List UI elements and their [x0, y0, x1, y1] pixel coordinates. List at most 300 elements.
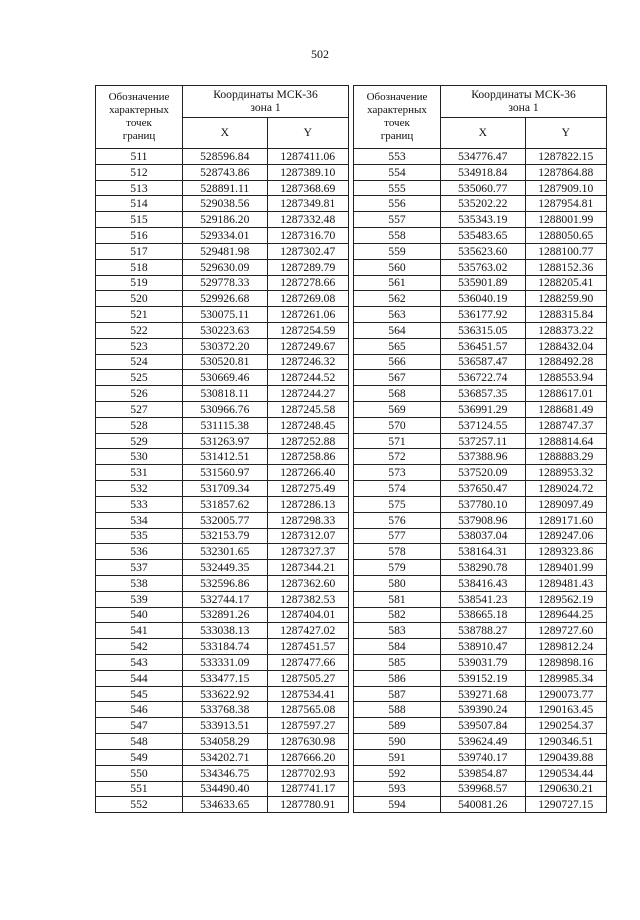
y-coordinate-cell: 1287246.32: [267, 354, 349, 370]
x-coordinate-cell: 536177.92: [441, 307, 526, 323]
point-id-cell: 572: [354, 449, 441, 465]
y-coordinate-cell: 1287289.79: [267, 259, 349, 275]
y-coordinate-cell: 1290727.15: [525, 797, 607, 813]
y-coordinate-cell: 1289024.72: [525, 481, 607, 497]
y-coordinate-cell: 1287389.10: [267, 164, 349, 180]
page-number: 502: [311, 47, 329, 61]
point-id-cell: 568: [354, 386, 441, 402]
point-id-cell: 525: [96, 370, 183, 386]
x-coordinate-cell: 534633.65: [183, 797, 268, 813]
x-coordinate-cell: 537388.96: [441, 449, 526, 465]
x-coordinate-cell: 536857.35: [441, 386, 526, 402]
point-id-cell: 513: [96, 180, 183, 196]
table-row: [96, 212, 349, 228]
y-coordinate-cell: 1288747.37: [525, 417, 607, 433]
point-id-cell: 554: [354, 164, 441, 180]
x-coordinate-cell: 536040.19: [441, 291, 526, 307]
point-id-cell: 582: [354, 607, 441, 623]
point-id-cell: 589: [354, 718, 441, 734]
coordinates-table-left: [95, 85, 349, 813]
header-x: X: [183, 117, 268, 149]
point-id-cell: 563: [354, 307, 441, 323]
y-coordinate-cell: 1287316.70: [267, 228, 349, 244]
point-id-cell: 576: [354, 512, 441, 528]
point-id-cell: 521: [96, 307, 183, 323]
x-coordinate-cell: 532891.26: [183, 607, 268, 623]
point-id-cell: 511: [96, 149, 183, 165]
x-coordinate-cell: 539740.17: [441, 749, 526, 765]
header-point-designation: Обозначение характерных точек границ: [354, 86, 441, 149]
table-row: [354, 180, 607, 196]
x-coordinate-cell: 528596.84: [183, 149, 268, 165]
x-coordinate-cell: 532153.79: [183, 528, 268, 544]
point-id-cell: 552: [96, 797, 183, 813]
y-coordinate-cell: 1288315.84: [525, 307, 607, 323]
point-id-cell: 571: [354, 433, 441, 449]
point-id-cell: 527: [96, 402, 183, 418]
y-coordinate-cell: 1287286.13: [267, 496, 349, 512]
point-id-cell: 520: [96, 291, 183, 307]
point-id-cell: 530: [96, 449, 183, 465]
table-row: [96, 639, 349, 655]
x-coordinate-cell: 538164.31: [441, 544, 526, 560]
table-row: [354, 718, 607, 734]
point-id-cell: 583: [354, 623, 441, 639]
point-id-cell: 546: [96, 702, 183, 718]
table-row: [354, 307, 607, 323]
y-coordinate-cell: 1287534.41: [267, 686, 349, 702]
x-coordinate-cell: 539390.24: [441, 702, 526, 718]
y-coordinate-cell: 1289247.06: [525, 528, 607, 544]
table-body-right: [354, 149, 607, 813]
point-id-cell: 548: [96, 734, 183, 750]
x-coordinate-cell: 528743.86: [183, 164, 268, 180]
y-coordinate-cell: 1289401.99: [525, 560, 607, 576]
x-coordinate-cell: 538665.18: [441, 607, 526, 623]
table-row: [96, 291, 349, 307]
point-id-cell: 514: [96, 196, 183, 212]
point-id-cell: 512: [96, 164, 183, 180]
point-id-cell: 569: [354, 402, 441, 418]
header-point-designation: Обозначение характерных точек границ: [96, 86, 183, 149]
point-id-cell: 545: [96, 686, 183, 702]
point-id-cell: 562: [354, 291, 441, 307]
table-row: [96, 322, 349, 338]
y-coordinate-cell: 1287332.48: [267, 212, 349, 228]
table-row: [354, 291, 607, 307]
x-coordinate-cell: 531412.51: [183, 449, 268, 465]
x-coordinate-cell: 539152.19: [441, 670, 526, 686]
y-coordinate-cell: 1287327.37: [267, 544, 349, 560]
x-coordinate-cell: 533477.15: [183, 670, 268, 686]
x-coordinate-cell: 530075.11: [183, 307, 268, 323]
table-row: [354, 734, 607, 750]
y-coordinate-cell: 1287245.58: [267, 402, 349, 418]
x-coordinate-cell: 530966.76: [183, 402, 268, 418]
table-row: [354, 354, 607, 370]
table-row: [354, 338, 607, 354]
y-coordinate-cell: 1287258.86: [267, 449, 349, 465]
x-coordinate-cell: 531857.62: [183, 496, 268, 512]
point-id-cell: 556: [354, 196, 441, 212]
table-row: [96, 718, 349, 734]
y-coordinate-cell: 1287505.27: [267, 670, 349, 686]
table-row: [96, 686, 349, 702]
x-coordinate-cell: 534490.40: [183, 781, 268, 797]
table-row: [96, 164, 349, 180]
point-id-cell: 553: [354, 149, 441, 165]
coordinates-tables: [95, 85, 607, 812]
y-coordinate-cell: 1287451.57: [267, 639, 349, 655]
x-coordinate-cell: 539968.57: [441, 781, 526, 797]
table-row: [96, 196, 349, 212]
y-coordinate-cell: 1289985.34: [525, 670, 607, 686]
x-coordinate-cell: 529778.33: [183, 275, 268, 291]
x-coordinate-cell: 539031.79: [441, 655, 526, 671]
point-id-cell: 522: [96, 322, 183, 338]
x-coordinate-cell: 530669.46: [183, 370, 268, 386]
point-id-cell: 573: [354, 465, 441, 481]
x-coordinate-cell: 537124.55: [441, 417, 526, 433]
x-coordinate-cell: 533768.38: [183, 702, 268, 718]
x-coordinate-cell: 537257.11: [441, 433, 526, 449]
table-row: [96, 417, 349, 433]
x-coordinate-cell: 538037.04: [441, 528, 526, 544]
y-coordinate-cell: 1287780.91: [267, 797, 349, 813]
x-coordinate-cell: 535623.60: [441, 243, 526, 259]
table-row: [354, 402, 607, 418]
table-row: [354, 560, 607, 576]
point-id-cell: 565: [354, 338, 441, 354]
table-row: [354, 607, 607, 623]
table-row: [96, 370, 349, 386]
point-id-cell: 564: [354, 322, 441, 338]
table-row: [354, 243, 607, 259]
coordinates-table-right: [353, 85, 607, 813]
y-coordinate-cell: 1287254.59: [267, 322, 349, 338]
table-row: [354, 417, 607, 433]
y-coordinate-cell: 1290163.45: [525, 702, 607, 718]
point-id-cell: 551: [96, 781, 183, 797]
table-row: [96, 607, 349, 623]
table-row: [354, 702, 607, 718]
x-coordinate-cell: 530223.63: [183, 322, 268, 338]
table-row: [354, 655, 607, 671]
point-id-cell: 557: [354, 212, 441, 228]
table-row: [96, 259, 349, 275]
x-coordinate-cell: 538416.43: [441, 575, 526, 591]
y-coordinate-cell: 1289644.25: [525, 607, 607, 623]
y-coordinate-cell: 1289898.16: [525, 655, 607, 671]
header-coordinates-group: Координаты МСК-36 зона 1: [441, 86, 607, 118]
point-id-cell: 574: [354, 481, 441, 497]
table-row: [354, 465, 607, 481]
table-row: [96, 749, 349, 765]
x-coordinate-cell: 529038.56: [183, 196, 268, 212]
y-coordinate-cell: 1287909.10: [525, 180, 607, 196]
x-coordinate-cell: 530818.11: [183, 386, 268, 402]
y-coordinate-cell: 1289812.24: [525, 639, 607, 655]
table-row: [96, 465, 349, 481]
point-id-cell: 560: [354, 259, 441, 275]
y-coordinate-cell: 1287269.08: [267, 291, 349, 307]
y-coordinate-cell: 1287404.01: [267, 607, 349, 623]
y-coordinate-cell: 1287427.02: [267, 623, 349, 639]
y-coordinate-cell: 1288373.22: [525, 322, 607, 338]
table-row: [96, 575, 349, 591]
table-body-left: [96, 149, 349, 813]
x-coordinate-cell: 533331.09: [183, 655, 268, 671]
table-row: [96, 354, 349, 370]
table-row: [354, 196, 607, 212]
point-id-cell: 586: [354, 670, 441, 686]
point-id-cell: 531: [96, 465, 183, 481]
table-row: [354, 370, 607, 386]
point-id-cell: 536: [96, 544, 183, 560]
y-coordinate-cell: 1288492.28: [525, 354, 607, 370]
point-id-cell: 578: [354, 544, 441, 560]
table-row: [354, 591, 607, 607]
point-id-cell: 570: [354, 417, 441, 433]
table-row: [96, 307, 349, 323]
x-coordinate-cell: 532449.35: [183, 560, 268, 576]
y-coordinate-cell: 1288050.65: [525, 228, 607, 244]
x-coordinate-cell: 535763.02: [441, 259, 526, 275]
y-coordinate-cell: 1287249.67: [267, 338, 349, 354]
table-row: [96, 797, 349, 813]
x-coordinate-cell: 529334.01: [183, 228, 268, 244]
x-coordinate-cell: 538541.23: [441, 591, 526, 607]
table-row: [354, 386, 607, 402]
x-coordinate-cell: 529481.98: [183, 243, 268, 259]
y-coordinate-cell: 1289727.60: [525, 623, 607, 639]
table-row: [96, 433, 349, 449]
x-coordinate-cell: 533913.51: [183, 718, 268, 734]
y-coordinate-cell: 1287864.88: [525, 164, 607, 180]
table-row: [96, 702, 349, 718]
table-row: [354, 765, 607, 781]
x-coordinate-cell: 534776.47: [441, 149, 526, 165]
x-coordinate-cell: 535901.89: [441, 275, 526, 291]
table-row: [96, 228, 349, 244]
point-id-cell: 594: [354, 797, 441, 813]
x-coordinate-cell: 531709.34: [183, 481, 268, 497]
x-coordinate-cell: 531263.97: [183, 433, 268, 449]
x-coordinate-cell: 538290.78: [441, 560, 526, 576]
y-coordinate-cell: 1288259.90: [525, 291, 607, 307]
table-row: [96, 338, 349, 354]
table-row: [96, 734, 349, 750]
x-coordinate-cell: 539624.49: [441, 734, 526, 750]
y-coordinate-cell: 1287312.07: [267, 528, 349, 544]
y-coordinate-cell: 1290346.51: [525, 734, 607, 750]
y-coordinate-cell: 1287261.06: [267, 307, 349, 323]
x-coordinate-cell: 537650.47: [441, 481, 526, 497]
x-coordinate-cell: 529186.20: [183, 212, 268, 228]
y-coordinate-cell: 1287666.20: [267, 749, 349, 765]
x-coordinate-cell: 536722.74: [441, 370, 526, 386]
point-id-cell: 561: [354, 275, 441, 291]
point-id-cell: 580: [354, 575, 441, 591]
table-row: [354, 623, 607, 639]
point-id-cell: 585: [354, 655, 441, 671]
y-coordinate-cell: 1287954.81: [525, 196, 607, 212]
x-coordinate-cell: 534058.29: [183, 734, 268, 750]
y-coordinate-cell: 1287477.66: [267, 655, 349, 671]
x-coordinate-cell: 530372.20: [183, 338, 268, 354]
y-coordinate-cell: 1288681.49: [525, 402, 607, 418]
y-coordinate-cell: 1287302.47: [267, 243, 349, 259]
x-coordinate-cell: 533184.74: [183, 639, 268, 655]
x-coordinate-cell: 529926.68: [183, 291, 268, 307]
y-coordinate-cell: 1290534.44: [525, 765, 607, 781]
x-coordinate-cell: 540081.26: [441, 797, 526, 813]
point-id-cell: 593: [354, 781, 441, 797]
y-coordinate-cell: 1288001.99: [525, 212, 607, 228]
y-coordinate-cell: 1288432.04: [525, 338, 607, 354]
x-coordinate-cell: 532301.65: [183, 544, 268, 560]
table-row: [354, 575, 607, 591]
y-coordinate-cell: 1287275.49: [267, 481, 349, 497]
y-coordinate-cell: 1287248.45: [267, 417, 349, 433]
y-coordinate-cell: 1287344.21: [267, 560, 349, 576]
y-coordinate-cell: 1290439.88: [525, 749, 607, 765]
point-id-cell: 524: [96, 354, 183, 370]
x-coordinate-cell: 539271.68: [441, 686, 526, 702]
point-id-cell: 575: [354, 496, 441, 512]
x-coordinate-cell: 529630.09: [183, 259, 268, 275]
x-coordinate-cell: 535060.77: [441, 180, 526, 196]
table-row: [96, 386, 349, 402]
y-coordinate-cell: 1287702.93: [267, 765, 349, 781]
header-y: Y: [525, 117, 607, 149]
x-coordinate-cell: 532744.17: [183, 591, 268, 607]
header-y: Y: [267, 117, 349, 149]
point-id-cell: 528: [96, 417, 183, 433]
table-row: [96, 149, 349, 165]
table-row: [354, 528, 607, 544]
x-coordinate-cell: 539507.84: [441, 718, 526, 734]
point-id-cell: 587: [354, 686, 441, 702]
x-coordinate-cell: 539854.87: [441, 765, 526, 781]
x-coordinate-cell: 537520.09: [441, 465, 526, 481]
point-id-cell: 544: [96, 670, 183, 686]
point-id-cell: 541: [96, 623, 183, 639]
x-coordinate-cell: 534202.71: [183, 749, 268, 765]
table-row: [354, 433, 607, 449]
point-id-cell: 591: [354, 749, 441, 765]
x-coordinate-cell: 534918.84: [441, 164, 526, 180]
point-id-cell: 526: [96, 386, 183, 402]
point-id-cell: 559: [354, 243, 441, 259]
y-coordinate-cell: 1287822.15: [525, 149, 607, 165]
table-row: [96, 275, 349, 291]
point-id-cell: 517: [96, 243, 183, 259]
y-coordinate-cell: 1289323.86: [525, 544, 607, 560]
table-row: [96, 544, 349, 560]
point-id-cell: 577: [354, 528, 441, 544]
table-row: [96, 623, 349, 639]
point-id-cell: 532: [96, 481, 183, 497]
table-row: [96, 180, 349, 196]
header-x: X: [441, 117, 526, 149]
x-coordinate-cell: 528891.11: [183, 180, 268, 196]
table-row: [96, 765, 349, 781]
x-coordinate-cell: 537780.10: [441, 496, 526, 512]
point-id-cell: 590: [354, 734, 441, 750]
point-id-cell: 584: [354, 639, 441, 655]
x-coordinate-cell: 534346.75: [183, 765, 268, 781]
point-id-cell: 535: [96, 528, 183, 544]
y-coordinate-cell: 1287252.88: [267, 433, 349, 449]
point-id-cell: 549: [96, 749, 183, 765]
table-row: [96, 781, 349, 797]
x-coordinate-cell: 536315.05: [441, 322, 526, 338]
y-coordinate-cell: 1287597.27: [267, 718, 349, 734]
y-coordinate-cell: 1290073.77: [525, 686, 607, 702]
x-coordinate-cell: 538788.27: [441, 623, 526, 639]
y-coordinate-cell: 1288883.29: [525, 449, 607, 465]
x-coordinate-cell: 532005.77: [183, 512, 268, 528]
point-id-cell: 515: [96, 212, 183, 228]
point-id-cell: 555: [354, 180, 441, 196]
x-coordinate-cell: 533038.13: [183, 623, 268, 639]
y-coordinate-cell: 1287741.17: [267, 781, 349, 797]
point-id-cell: 538: [96, 575, 183, 591]
table-row: [354, 749, 607, 765]
table-row: [96, 512, 349, 528]
y-coordinate-cell: 1287630.98: [267, 734, 349, 750]
table-row: [354, 686, 607, 702]
table-row: [354, 481, 607, 497]
x-coordinate-cell: 533622.92: [183, 686, 268, 702]
table-row: [354, 259, 607, 275]
y-coordinate-cell: 1288617.01: [525, 386, 607, 402]
x-coordinate-cell: 535202.22: [441, 196, 526, 212]
point-id-cell: 543: [96, 655, 183, 671]
y-coordinate-cell: 1287278.66: [267, 275, 349, 291]
table-row: [96, 670, 349, 686]
point-id-cell: 529: [96, 433, 183, 449]
point-id-cell: 588: [354, 702, 441, 718]
table-row: [96, 591, 349, 607]
y-coordinate-cell: 1289097.49: [525, 496, 607, 512]
table-row: [96, 655, 349, 671]
table-row: [96, 402, 349, 418]
point-id-cell: 547: [96, 718, 183, 734]
y-coordinate-cell: 1290254.37: [525, 718, 607, 734]
point-id-cell: 533: [96, 496, 183, 512]
point-id-cell: 539: [96, 591, 183, 607]
point-id-cell: 537: [96, 560, 183, 576]
table-row: [354, 212, 607, 228]
x-coordinate-cell: 538910.47: [441, 639, 526, 655]
y-coordinate-cell: 1288100.77: [525, 243, 607, 259]
table-row: [96, 481, 349, 497]
point-id-cell: 592: [354, 765, 441, 781]
x-coordinate-cell: 535343.19: [441, 212, 526, 228]
table-row: [354, 670, 607, 686]
table-row: [354, 639, 607, 655]
y-coordinate-cell: 1288553.94: [525, 370, 607, 386]
point-id-cell: 534: [96, 512, 183, 528]
x-coordinate-cell: 530520.81: [183, 354, 268, 370]
y-coordinate-cell: 1287368.69: [267, 180, 349, 196]
point-id-cell: 519: [96, 275, 183, 291]
table-row: [354, 164, 607, 180]
y-coordinate-cell: 1287411.06: [267, 149, 349, 165]
x-coordinate-cell: 536451.57: [441, 338, 526, 354]
